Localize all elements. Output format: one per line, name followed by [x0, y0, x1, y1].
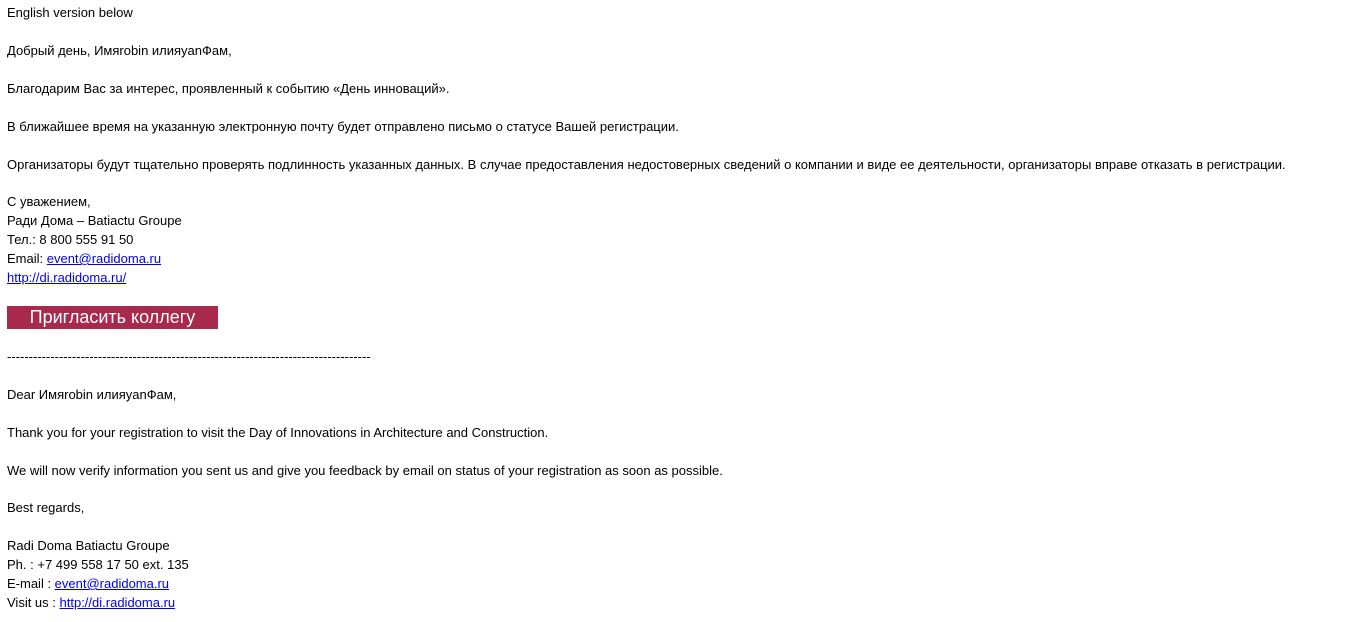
ru-website-line	[7, 270, 126, 286]
en-email-line	[7, 576, 169, 592]
ru-verification: Организаторы будут тщательно проверять подлинность указанных данных. В случае предоставления недостоверных сведений о компании и виде ее деятельности, организаторы вправе отказать в регистрации.	[7, 157, 1286, 172]
ru-org-name: Ради Дома – Batiactu Groupe	[7, 213, 182, 228]
en-email-label: E-mail :	[7, 576, 55, 591]
ru-greeting: Добрый день, Имяrobin илияyanФам,	[7, 43, 232, 58]
ru-email-link[interactable]: event@radidoma.ru	[46, 251, 162, 266]
en-org-name: Radi Doma Batiactu Groupe	[7, 538, 170, 553]
ru-email-label: Email:	[7, 251, 47, 266]
en-closing: Best regards,	[7, 500, 85, 515]
en-greeting: Dear Имяrobin илияyanФам,	[7, 387, 177, 402]
en-verify: We will now verify information you sent us and give you feedback by email on status of your registration as soon as possible.	[7, 463, 723, 478]
en-thanks: Thank you for your registration to visit the Day of Innovations in Architecture and Construction.	[7, 425, 549, 440]
en-visit-label: Visit us :	[7, 595, 60, 610]
en-email-link[interactable]: event@radidoma.ru	[54, 576, 170, 591]
english-version-note: English version below	[7, 5, 133, 20]
ru-website-link[interactable]: http://di.radidoma.ru/	[7, 270, 127, 285]
ru-thanks: Благодарим Вас за интерес, проявленный к событию «День инноваций».	[7, 81, 450, 96]
en-website-line	[7, 595, 175, 611]
en-phone: Ph. : +7 499 558 17 50 ext. 135	[7, 557, 189, 572]
en-website-link[interactable]: http://di.radidoma.ru	[59, 595, 176, 610]
invite-colleague-button[interactable]: Пригласить коллегу	[7, 306, 218, 329]
separator-line: ------------------------------------------------------------------------------------	[7, 349, 371, 364]
ru-email-line	[7, 251, 161, 267]
ru-status-info: В ближайшее время на указанную электронную почту будет отправлено письмо о статусе Вашей регистрации.	[7, 119, 679, 134]
ru-phone: Тел.: 8 800 555 91 50	[7, 232, 134, 247]
ru-closing: С уважением,	[7, 194, 91, 209]
